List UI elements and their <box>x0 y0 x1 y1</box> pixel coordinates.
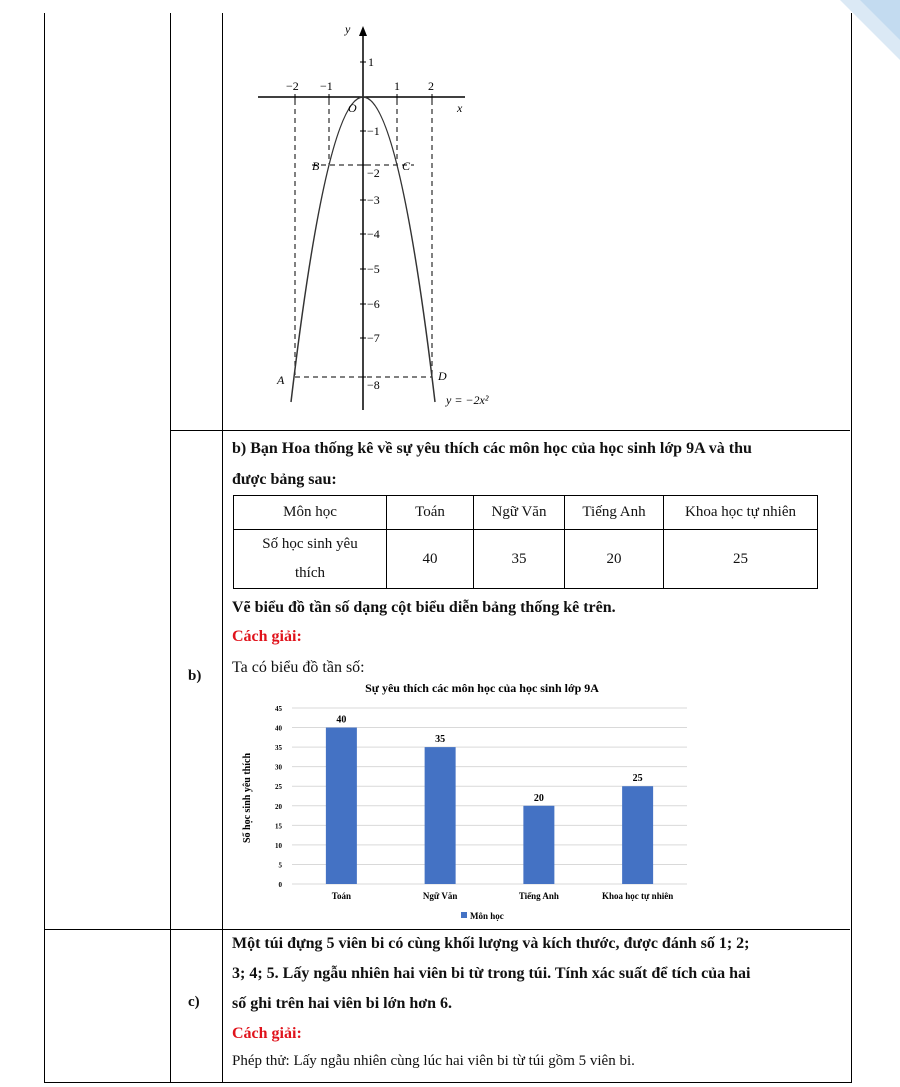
y-tick-label: 1 <box>368 55 374 69</box>
y-axis-label: y <box>345 22 351 36</box>
table-subject: Khoa học tự nhiên <box>664 496 818 530</box>
table-subject: Toán <box>387 496 474 530</box>
y-tick-label: −1 <box>367 124 380 138</box>
y-tick-label: 10 <box>275 841 282 850</box>
table-row-label-line: thích <box>295 565 325 581</box>
legend-swatch <box>461 912 467 918</box>
y-tick-label: 15 <box>275 822 282 831</box>
solution-heading-b: Cách giải: <box>232 628 302 645</box>
curve-label: y = −2x² <box>446 393 489 407</box>
y-tick-label: 20 <box>275 802 282 811</box>
question-b-line-1: b) Bạn Hoa thống kê về sự yêu thích các môn học của học sinh lớp 9A và thu <box>232 440 752 457</box>
point-label-d: D <box>438 369 447 383</box>
chart-y-axis-label: Số học sinh yêu thích <box>242 752 253 844</box>
frequency-table <box>233 495 818 589</box>
y-tick-label: −6 <box>367 297 380 311</box>
legend-label: Môn học <box>470 911 504 921</box>
y-tick-label: 45 <box>275 705 282 713</box>
solution-line-c: Phép thử: Lấy ngẫu nhiên cùng lúc hai viên bi từ túi gồm 5 viên bi. <box>232 1053 635 1069</box>
y-tick-label: 5 <box>278 861 282 870</box>
y-tick-label: 0 <box>278 881 282 889</box>
x-tick-label: Khoa học tự nhiên <box>602 891 674 901</box>
table-count: 25 <box>664 530 818 589</box>
question-c-line-2: 3; 4; 5. Lấy ngẫu nhiên hai viên bi từ trong túi. Tính xác suất để tích của hai <box>232 965 751 982</box>
bar-value-label: 35 <box>435 734 446 746</box>
point-label-c: C <box>402 159 411 173</box>
x-tick-label: Ngữ Văn <box>422 891 458 901</box>
bar <box>326 728 357 884</box>
x-tick-label: −1 <box>320 79 333 93</box>
y-tick-label: −2 <box>367 166 380 180</box>
bar-value-label: 25 <box>632 773 643 785</box>
table-count: 40 <box>387 530 474 589</box>
bar <box>622 786 653 884</box>
question-c-line-3: số ghi trên hai viên bi lớn hơn 6. <box>232 995 452 1012</box>
bar <box>523 806 554 884</box>
x-tick-label: 1 <box>394 79 400 93</box>
table-row-label <box>234 530 387 589</box>
y-tick-label: −7 <box>367 331 380 345</box>
table-subject: Ngữ Văn <box>474 496 565 530</box>
bar-chart <box>232 676 707 926</box>
y-tick-label: −3 <box>367 193 380 207</box>
origin-label: O <box>348 101 357 115</box>
question-b-line-2: được bảng sau: <box>232 471 337 488</box>
y-tick-label: 30 <box>275 763 282 772</box>
y-tick-label: −4 <box>367 227 380 241</box>
y-tick-label: −5 <box>367 262 380 276</box>
solution-heading-c: Cách giải: <box>232 1025 302 1042</box>
parabola-graph <box>250 20 520 420</box>
task-b: Vẽ biểu đồ tần số dạng cột biểu diễn bảng thống kê trên. <box>232 599 616 616</box>
x-tick-label: 2 <box>428 79 434 93</box>
x-tick-label: Toán <box>331 891 351 901</box>
table-header-label: Môn học <box>234 496 387 530</box>
table-row-label-line: Số học sinh yêu <box>262 536 358 552</box>
table-subject: Tiếng Anh <box>565 496 664 530</box>
point-label-b: B <box>312 159 320 173</box>
bar-value-label: 40 <box>336 714 347 726</box>
y-tick-label: 25 <box>275 783 282 792</box>
point-label-a: A <box>277 373 285 387</box>
row-label-b: b) <box>188 668 202 684</box>
bar <box>425 747 456 884</box>
question-c-line-1: Một túi đựng 5 viên bi có cùng khối lượng và kích thước, được đánh số 1; 2; <box>232 935 750 952</box>
x-tick-label: Tiếng Anh <box>518 891 559 901</box>
y-tick-label: −8 <box>367 378 380 392</box>
bar-value-label: 20 <box>533 792 544 804</box>
y-tick-label: 40 <box>275 724 282 733</box>
table-count: 35 <box>474 530 565 589</box>
y-tick-label: 35 <box>275 744 282 753</box>
table-count: 20 <box>565 530 664 589</box>
x-axis-label: x <box>457 101 463 115</box>
y-axis-arrow <box>359 26 367 36</box>
row-divider-b <box>170 430 850 431</box>
solution-intro-b: Ta có biểu đồ tần số: <box>232 659 365 676</box>
column-divider-1 <box>170 13 171 1082</box>
column-divider-2 <box>222 13 223 1082</box>
chart-title: Sự yêu thích các môn học của học sinh lớp 9A <box>365 681 599 695</box>
x-tick-label: −2 <box>286 79 299 93</box>
row-label-c: c) <box>188 994 200 1010</box>
